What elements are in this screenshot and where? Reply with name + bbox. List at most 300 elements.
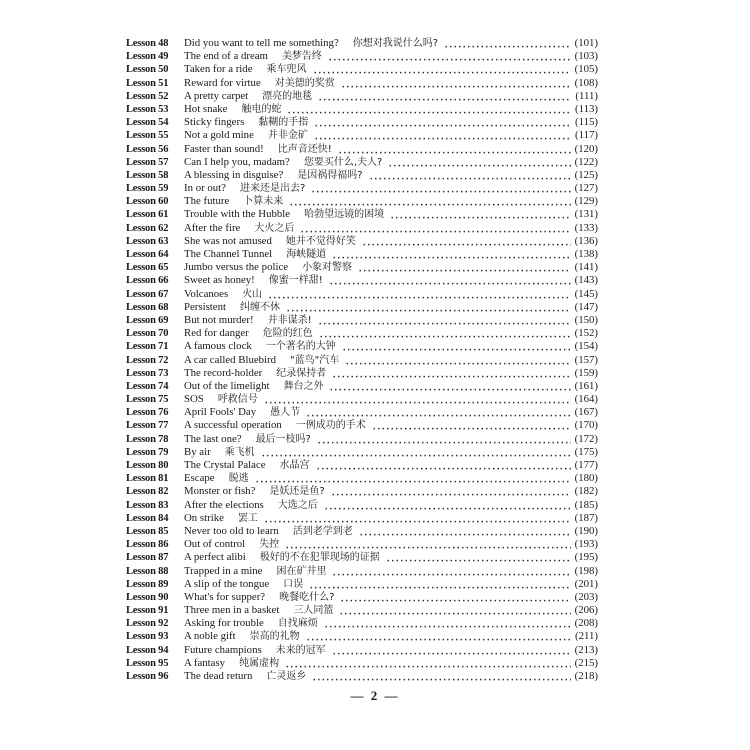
lesson-number: Lesson 75	[126, 394, 169, 406]
lesson-title	[184, 208, 384, 221]
lesson-number: Lesson 84	[126, 512, 169, 524]
lesson-title-chinese: 失控	[259, 539, 280, 551]
lesson-title	[184, 617, 318, 630]
lesson-title-chinese: 小象对警察	[302, 262, 353, 274]
lesson-title-english: A car called Bluebird	[184, 353, 277, 366]
page-reference: (131)	[574, 208, 598, 221]
lesson-title-english: A fantasy	[184, 656, 226, 669]
lesson-title-english: Persistent	[184, 300, 226, 313]
lesson-title-chinese: 乘车兜风	[266, 64, 307, 76]
lesson-title-chinese: 乘飞机	[224, 446, 255, 458]
table-of-contents	[126, 37, 598, 683]
lesson-title-chinese: 一个著名的大钟	[265, 341, 336, 353]
dot-leader	[339, 604, 571, 617]
lesson-title-english: But not murder!	[184, 313, 254, 326]
lesson-title	[184, 630, 300, 643]
lesson-number: Lesson 66	[126, 275, 169, 287]
toc-row	[126, 327, 598, 340]
lesson-title	[184, 657, 279, 670]
lesson-title	[184, 77, 335, 90]
lesson-number: Lesson 48	[126, 38, 169, 49]
page-reference: (154)	[574, 340, 598, 353]
page-reference: (218)	[574, 670, 598, 682]
page-reference: (206)	[574, 604, 598, 617]
toc-row	[126, 485, 598, 498]
lesson-title-chinese: 大火之后	[254, 222, 295, 234]
toc-row	[126, 182, 598, 195]
lesson-title	[184, 327, 313, 340]
dot-leader	[329, 380, 571, 393]
toc-row	[126, 512, 598, 525]
lesson-title	[184, 433, 311, 446]
page-reference: (167)	[574, 406, 598, 419]
toc-row	[126, 617, 598, 630]
lesson-title-english: In or out?	[184, 182, 226, 195]
lesson-number: Lesson 61	[126, 209, 169, 221]
lesson-title-english: The record-holder	[184, 366, 263, 379]
dot-leader	[314, 129, 571, 142]
lesson-title	[184, 248, 326, 261]
page-reference: (117)	[575, 129, 598, 142]
toc-row	[126, 222, 598, 235]
toc-row	[126, 367, 598, 380]
page-reference: (113)	[575, 102, 598, 115]
lesson-number: Lesson 59	[126, 183, 169, 195]
lesson-number: Lesson 67	[126, 288, 169, 300]
dot-leader	[444, 37, 571, 50]
lesson-title-chinese: 未来的冠军	[275, 644, 326, 656]
page-reference: (157)	[574, 353, 598, 366]
lesson-title-chinese: 纯属虚构	[239, 657, 280, 669]
toc-row	[126, 248, 598, 261]
lesson-title	[184, 340, 336, 353]
lesson-title	[184, 512, 258, 525]
lesson-title-chinese: 黏糊的手指	[258, 117, 309, 129]
lesson-number: Lesson 90	[126, 591, 169, 603]
lesson-title-chinese: 呼救信号	[217, 394, 258, 406]
page-reference: (111)	[575, 89, 598, 102]
lesson-title	[184, 591, 334, 604]
dot-leader	[342, 340, 571, 353]
lesson-title-english: Faster than sound!	[184, 142, 264, 155]
dot-leader	[324, 499, 571, 512]
lesson-number: Lesson 92	[126, 618, 169, 630]
dot-leader	[372, 419, 571, 432]
toc-row	[126, 63, 598, 76]
toc-row	[126, 129, 598, 142]
toc-row	[126, 50, 598, 63]
lesson-title-chinese: 是因祸得福吗?	[297, 169, 363, 181]
lesson-title	[184, 90, 312, 103]
lesson-title-chinese: 活到老学到老	[292, 525, 353, 537]
lesson-title	[184, 525, 353, 538]
lesson-number: Lesson 82	[126, 486, 169, 498]
dot-leader	[332, 565, 571, 578]
lesson-number: Lesson 83	[126, 499, 169, 511]
lesson-title	[184, 538, 279, 551]
lesson-title-english: The dead return	[184, 670, 253, 682]
lesson-title-english: Sweet as honey!	[184, 274, 255, 287]
lesson-title-chinese: 她并不觉得好笑	[285, 235, 356, 247]
toc-row	[126, 525, 598, 538]
lesson-title	[184, 644, 326, 657]
lesson-title-chinese: 您要买什么,夫人?	[303, 156, 383, 168]
toc-row	[126, 235, 598, 248]
lesson-number: Lesson 63	[126, 235, 169, 247]
lesson-number: Lesson 81	[126, 473, 169, 485]
dot-leader	[285, 657, 571, 670]
dot-leader	[317, 433, 571, 446]
lesson-title-english: Hot snake	[184, 102, 228, 115]
lesson-title	[184, 103, 281, 116]
lesson-number: Lesson 72	[126, 354, 169, 366]
lesson-title	[184, 235, 356, 248]
page-reference: (101)	[574, 37, 598, 49]
lesson-title-chinese: 纪录保持者	[276, 367, 327, 379]
lesson-title-chinese: 像蜜一样甜!	[268, 275, 323, 287]
lesson-number: Lesson 73	[126, 367, 169, 379]
lesson-title-chinese: 愚人节	[270, 407, 301, 419]
lesson-title-chinese: 一例成功的手术	[295, 420, 366, 432]
lesson-number: Lesson 53	[126, 103, 169, 115]
lesson-title-english: A blessing in disguise?	[184, 168, 284, 181]
toc-row	[126, 446, 598, 459]
page-reference: (133)	[574, 221, 598, 234]
page-reference: (187)	[574, 511, 598, 524]
page-reference: (175)	[574, 445, 598, 458]
lesson-title	[184, 551, 380, 564]
page-reference: (120)	[574, 142, 598, 155]
dot-leader	[289, 195, 571, 208]
lesson-title-chinese: 纠缠不休	[240, 301, 280, 313]
page-reference: (185)	[574, 498, 598, 511]
lesson-title-chinese: 晚餐吃什么?	[279, 591, 335, 603]
lesson-title	[184, 393, 258, 406]
dot-leader	[318, 314, 571, 327]
toc-row	[126, 657, 598, 670]
lesson-title-english: SOS	[184, 393, 204, 406]
page-reference: (127)	[574, 182, 598, 195]
lesson-title-chinese: 困在矿井里	[276, 565, 327, 577]
lesson-title-english: Can I help you, madam?	[184, 155, 290, 168]
dot-leader	[268, 288, 571, 301]
lesson-title-english: Red for danger	[184, 327, 249, 340]
toc-row	[126, 261, 598, 274]
lesson-title	[184, 499, 318, 512]
lesson-title	[184, 129, 308, 142]
lesson-title	[184, 274, 323, 287]
dot-leader	[331, 485, 571, 498]
lesson-title	[184, 182, 305, 195]
page-reference: (213)	[574, 643, 598, 656]
lesson-title-english: Asking for trouble	[184, 617, 264, 630]
dot-leader	[313, 63, 571, 76]
lesson-title-chinese: 卜算未来	[243, 196, 284, 208]
lesson-title-english: After the fire	[184, 221, 241, 234]
lesson-title-chinese: 三人同篮	[293, 605, 334, 617]
lesson-title-english: A pretty carpet	[184, 89, 249, 102]
lesson-number: Lesson 94	[126, 644, 169, 656]
lesson-title-english: What's for supper?	[184, 590, 266, 603]
page-reference: (150)	[574, 313, 598, 326]
page-reference: (159)	[574, 366, 598, 379]
lesson-title	[184, 670, 306, 683]
lesson-title	[184, 63, 307, 76]
dot-leader	[261, 446, 571, 459]
toc-row	[126, 314, 598, 327]
dot-leader	[286, 301, 571, 314]
page-reference: (141)	[574, 261, 598, 274]
lesson-title	[184, 472, 249, 485]
lesson-title-chinese: 触电的蛇	[241, 103, 282, 115]
lesson-number: Lesson 77	[126, 420, 169, 432]
dot-leader	[390, 208, 571, 221]
lesson-title-english: The Crystal Palace	[184, 459, 266, 471]
lesson-number: Lesson 49	[126, 51, 169, 63]
lesson-title-english: Sticky fingers	[184, 116, 245, 129]
dot-leader	[341, 77, 571, 90]
page-reference: (108)	[574, 76, 598, 89]
lesson-title	[184, 143, 332, 156]
lesson-title	[184, 406, 300, 419]
lesson-title	[184, 169, 363, 182]
lesson-number: Lesson 93	[126, 631, 169, 643]
lesson-title-chinese: 危险的红色	[262, 328, 313, 340]
lesson-title	[184, 314, 312, 327]
lesson-title-english: A successful operation	[184, 419, 282, 432]
dot-leader	[329, 274, 571, 287]
lesson-number: Lesson 51	[126, 77, 169, 89]
lesson-number: Lesson 64	[126, 249, 169, 260]
lesson-title-english: Escape	[184, 472, 215, 485]
lesson-title-chinese: 自找麻烦	[277, 618, 318, 630]
page-reference: (122)	[574, 155, 598, 168]
lesson-title	[184, 261, 352, 274]
dot-leader	[362, 235, 571, 248]
toc-row	[126, 195, 598, 208]
page-number-footer: — 2 —	[350, 688, 400, 703]
toc-row	[126, 630, 598, 643]
lesson-number: Lesson 68	[126, 301, 169, 313]
lesson-number: Lesson 76	[126, 407, 169, 419]
lesson-number: Lesson 71	[126, 341, 169, 353]
lesson-title-english: Trouble with the Hubble	[184, 208, 291, 221]
lesson-title-english: Future champions	[184, 643, 262, 656]
toc-row	[126, 551, 598, 564]
lesson-title-english: A slip of the tongue	[184, 577, 270, 590]
page-reference: (147)	[574, 300, 598, 313]
toc-row	[126, 354, 598, 367]
lesson-title-chinese: 舞台之外	[283, 380, 324, 392]
page-reference: (180)	[574, 472, 598, 485]
toc-row	[126, 340, 598, 353]
lesson-title-english: After the elections	[184, 498, 264, 511]
page-reference: (190)	[574, 524, 598, 537]
lesson-title	[184, 116, 308, 129]
page-reference: (198)	[574, 564, 598, 577]
dot-leader	[386, 551, 571, 564]
lesson-number: Lesson 95	[126, 657, 169, 669]
toc-row	[126, 77, 598, 90]
lesson-title-english: The end of a dream	[184, 50, 268, 63]
lesson-title-english: Three men in a basket	[184, 604, 280, 617]
page-reference: (203)	[574, 590, 598, 603]
lesson-title	[184, 288, 262, 301]
toc-row	[126, 591, 598, 604]
page-reference: (208)	[574, 617, 598, 630]
lesson-number: Lesson 58	[126, 169, 169, 181]
lesson-number: Lesson 55	[126, 130, 169, 142]
lesson-title-chinese: 并非金矿	[267, 130, 308, 142]
page-reference: (164)	[574, 393, 598, 406]
dot-leader	[332, 248, 571, 261]
lesson-title	[184, 156, 382, 169]
page-reference: (211)	[575, 630, 598, 643]
lesson-title-english: Jumbo versus the police	[184, 261, 289, 274]
lesson-number: Lesson 60	[126, 196, 169, 208]
page-reference: (115)	[575, 116, 598, 129]
lesson-number: Lesson 89	[126, 578, 169, 590]
lesson-number: Lesson 56	[126, 143, 169, 155]
dot-leader	[319, 327, 571, 340]
lesson-title-english: Volcanoes	[184, 287, 229, 300]
lesson-title-english: Taken for a ride	[184, 63, 253, 76]
toc-row	[126, 116, 598, 129]
lesson-title	[184, 446, 255, 459]
lesson-number: Lesson 54	[126, 117, 169, 129]
toc-row	[126, 143, 598, 156]
toc-row	[126, 274, 598, 287]
lesson-title-english: A noble gift	[184, 630, 236, 643]
lesson-number: Lesson 86	[126, 539, 169, 551]
lesson-title	[184, 37, 438, 50]
lesson-title	[184, 354, 339, 367]
lesson-title	[184, 459, 310, 472]
lesson-title-english: April Fools' Day	[184, 406, 257, 419]
dot-leader	[306, 630, 571, 643]
lesson-title-english: A famous clock	[184, 340, 252, 353]
lesson-title-chinese: 比声音还快!	[277, 143, 332, 155]
lesson-number: Lesson 52	[126, 90, 169, 102]
dot-leader	[300, 222, 571, 235]
dot-leader	[369, 169, 571, 182]
lesson-number: Lesson 69	[126, 314, 169, 326]
page-reference: (177)	[574, 459, 598, 471]
lesson-title-chinese: "蓝鸟"汽车	[290, 354, 340, 366]
dot-leader	[359, 525, 571, 538]
dot-leader	[287, 103, 571, 116]
lesson-title-chinese: 并非谋杀!	[267, 314, 312, 326]
lesson-title-chinese: 进来还是出去?	[239, 183, 306, 195]
toc-row	[126, 169, 598, 182]
lesson-title-chinese: 是妖还是鱼?	[269, 486, 325, 498]
lesson-title-chinese: 极好的不在犯罪现场的证据	[259, 552, 380, 564]
toc-row	[126, 393, 598, 406]
lesson-title-english: A perfect alibi	[184, 551, 246, 564]
lesson-title	[184, 419, 366, 432]
lesson-title-chinese: 漂亮的地毯	[262, 90, 313, 102]
toc-row	[126, 301, 598, 314]
lesson-title-english: Monster or fish?	[184, 485, 256, 498]
toc-row	[126, 538, 598, 551]
lesson-title-english: On strike	[184, 511, 224, 524]
lesson-title-english: Trapped in a mine	[184, 564, 263, 577]
lesson-title-chinese: 罢工	[237, 512, 258, 524]
dot-leader	[306, 406, 571, 419]
toc-row	[126, 208, 598, 221]
lesson-title-english: By air	[184, 445, 211, 458]
page-reference: (195)	[574, 551, 598, 564]
toc-row	[126, 419, 598, 432]
toc-row	[126, 37, 598, 50]
lesson-title-chinese: 对美德的奖赏	[274, 77, 335, 89]
dot-leader	[311, 182, 571, 195]
lesson-title-english: Reward for virtue	[184, 76, 261, 89]
page-reference: (138)	[574, 248, 598, 260]
dot-leader	[255, 472, 571, 485]
lesson-title	[184, 50, 322, 63]
toc-row	[126, 380, 598, 393]
page-reference: (201)	[574, 577, 598, 590]
page-reference: (143)	[574, 274, 598, 287]
page-reference: (182)	[574, 485, 598, 498]
lesson-title-english: The last one?	[184, 432, 242, 445]
lesson-title-chinese: 你想对我说什么吗?	[352, 38, 439, 49]
dot-leader	[309, 578, 571, 591]
lesson-number: Lesson 65	[126, 262, 169, 274]
lesson-title-chinese: 亡灵返乡	[266, 671, 307, 682]
lesson-number: Lesson 91	[126, 605, 169, 617]
lesson-title	[184, 485, 325, 498]
lesson-number: Lesson 50	[126, 64, 169, 76]
lesson-title-chinese: 崇高的礼物	[249, 631, 300, 643]
lesson-number: Lesson 87	[126, 552, 169, 564]
dot-leader	[285, 538, 571, 551]
lesson-title-english: She was not amused	[184, 234, 272, 247]
lesson-title-english: Did you want to tell me something?	[184, 37, 339, 49]
page-reference: (193)	[574, 538, 598, 551]
toc-row	[126, 406, 598, 419]
lesson-number: Lesson 62	[126, 222, 169, 234]
lesson-title	[184, 565, 326, 578]
dot-leader	[340, 591, 571, 604]
page-reference: (152)	[574, 327, 598, 340]
dot-leader	[318, 90, 571, 103]
dot-leader	[264, 393, 571, 406]
dot-leader	[316, 459, 571, 472]
lesson-title-chinese: 口误	[283, 578, 304, 590]
lesson-title-chinese: 哈勃望远镜的困境	[304, 209, 385, 221]
lesson-title	[184, 367, 326, 380]
dot-leader	[328, 50, 571, 63]
dot-leader	[338, 143, 571, 156]
lesson-title-chinese: 火山	[242, 288, 263, 300]
page-reference: (215)	[574, 656, 598, 669]
lesson-title-chinese: 脱逃	[228, 473, 249, 485]
page-reference: (161)	[574, 379, 598, 392]
dot-leader	[332, 367, 571, 380]
toc-row	[126, 90, 598, 103]
dot-leader	[345, 354, 571, 367]
lesson-number: Lesson 78	[126, 433, 169, 445]
lesson-number: Lesson 85	[126, 525, 169, 537]
dot-leader	[332, 644, 571, 657]
lesson-title	[184, 604, 333, 617]
lesson-title-english: The Channel Tunnel	[184, 248, 273, 260]
lesson-number: Lesson 79	[126, 446, 169, 458]
page-reference: (125)	[574, 168, 598, 181]
lesson-number: Lesson 70	[126, 328, 169, 340]
